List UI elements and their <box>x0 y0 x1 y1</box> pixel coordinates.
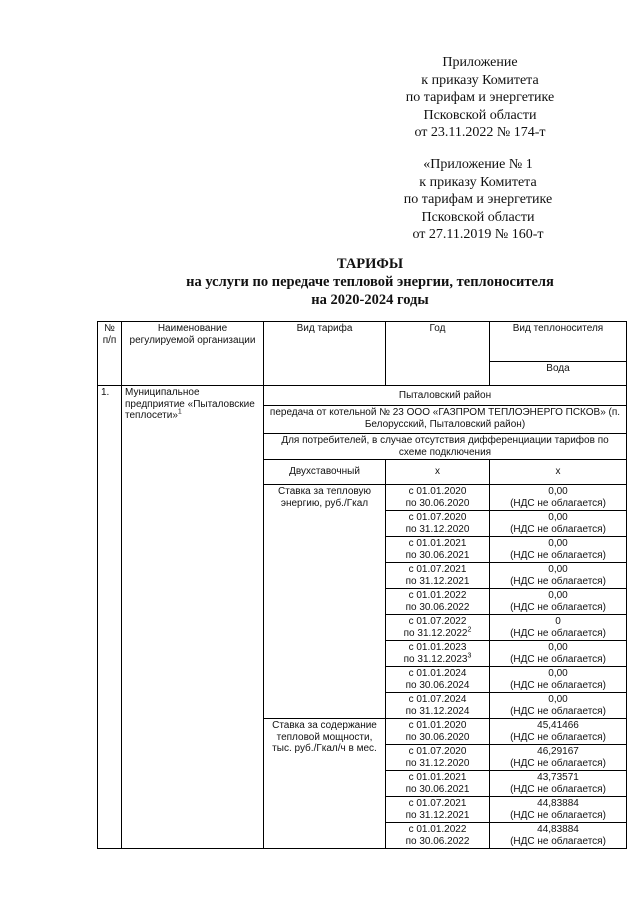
tariff-value-cell <box>490 641 627 667</box>
tariff-value: 44,83884 <box>537 798 579 809</box>
tariff-value: 0,00 <box>548 512 568 523</box>
period-from: с 01.07.2021 <box>408 798 467 809</box>
appendix-line: к приказу Комитета <box>421 72 539 88</box>
tariff-value: 0 <box>555 616 561 627</box>
appendix-line: «Приложение № 1 <box>423 157 533 172</box>
appendix-line: по тарифам и энергетике <box>405 90 555 105</box>
appendix-line: от 23.11.2022 № 174-т <box>414 125 546 140</box>
period-cell <box>386 771 490 797</box>
tariff-value-cell <box>490 667 627 693</box>
vat-note: (НДС не облагается) <box>510 731 606 743</box>
period-cell <box>386 485 490 511</box>
x-mark-value: х <box>490 460 627 485</box>
period-to: по 30.06.2020 <box>405 731 470 743</box>
period-from: с 01.01.2023 <box>408 642 467 653</box>
period-cell <box>386 745 490 771</box>
tariff-value: 46,29167 <box>537 746 579 757</box>
appendix-line: к приказу Комитета <box>419 174 537 190</box>
capacity-rate-label: Ставка за содержание тепловой мощности, тыс. руб./Гкал/ч в мес. <box>264 719 386 849</box>
vat-note: (НДС не облагается) <box>510 627 606 639</box>
tariff-value-cell <box>490 563 627 589</box>
vat-note: (НДС не облагается) <box>510 835 606 847</box>
period-cell <box>386 589 490 615</box>
period-cell <box>386 823 490 849</box>
tariff-value-cell <box>490 485 627 511</box>
period-cell <box>386 563 490 589</box>
period-cell <box>386 693 490 719</box>
row-number: 1. <box>98 386 122 849</box>
tariff-value-cell <box>490 771 627 797</box>
tariff-value: 0,00 <box>548 668 568 679</box>
tariff-value-cell <box>490 511 627 537</box>
vat-note: (НДС не облагается) <box>510 653 606 665</box>
tariff-value: 0,00 <box>548 642 568 653</box>
vat-note: (НДС не облагается) <box>510 523 606 535</box>
period-to-line <box>389 654 486 666</box>
period-from: с 01.07.2020 <box>408 746 467 757</box>
period-cell <box>386 537 490 563</box>
period-to: по 31.12.2020 <box>405 757 470 769</box>
period-to: по 30.06.2022 <box>405 835 470 847</box>
header-carrier: Вид теплоносителя <box>490 322 627 362</box>
appendix-line: Псковской области <box>421 209 535 225</box>
vat-note: (НДС не облагается) <box>510 757 606 769</box>
tariff-value: 0,00 <box>548 486 568 497</box>
period-to-line <box>389 524 486 536</box>
appendix-header-current <box>380 54 580 142</box>
vat-note: (НДС не облагается) <box>510 601 606 613</box>
period-to-line <box>389 810 486 822</box>
tariff-value: 0,00 <box>548 564 568 575</box>
appendix-line: Приложение <box>442 55 518 70</box>
period-to-line <box>389 498 486 510</box>
org-footnote-mark: 1 <box>177 408 182 416</box>
appendix-line: от 27.11.2019 № 160-т <box>412 227 544 242</box>
header-tariff-type: Вид тарифа <box>264 322 386 386</box>
header-num: № п/п <box>98 322 122 386</box>
tariff-value: 45,41466 <box>537 720 579 731</box>
period-footnote-mark: 2 <box>467 626 472 634</box>
period-to: по 31.12.2022 <box>403 627 468 639</box>
appendix-line: Псковской области <box>423 107 537 123</box>
period-to: по 30.06.2021 <box>405 783 470 795</box>
tariff-table <box>97 321 627 849</box>
appendix-line: по тарифам и энергетике <box>403 192 553 207</box>
period-from: с 01.01.2020 <box>408 486 467 497</box>
period-from: с 01.01.2021 <box>408 772 467 783</box>
tariff-value-cell <box>490 823 627 849</box>
tariff-value: 0,00 <box>548 694 568 705</box>
period-cell <box>386 511 490 537</box>
period-from: с 01.01.2024 <box>408 668 467 679</box>
period-from: с 01.01.2021 <box>408 538 467 549</box>
period-from: с 01.01.2020 <box>408 720 467 731</box>
period-from: с 01.01.2022 <box>408 590 467 601</box>
vat-note: (НДС не облагается) <box>510 705 606 717</box>
period-to-line <box>389 706 486 718</box>
appendix-header-original <box>372 156 584 244</box>
title-period: на 2020-2024 годы <box>311 292 429 308</box>
period-to: по 31.12.2021 <box>405 575 470 587</box>
period-to-line <box>389 758 486 770</box>
district-cell: Пыталовский район <box>264 386 627 406</box>
period-from: с 01.07.2024 <box>408 694 467 705</box>
period-cell <box>386 719 490 745</box>
org-name: Муниципальное предприятие «Пыталовские теплосети» <box>125 387 255 421</box>
period-from: с 01.01.2022 <box>408 824 467 835</box>
period-to: по 30.06.2021 <box>405 549 470 561</box>
title-main: ТАРИФЫ <box>336 256 404 272</box>
period-to: по 30.06.2020 <box>405 497 470 509</box>
period-cell <box>386 797 490 823</box>
tariff-value-cell <box>490 537 627 563</box>
period-from: с 01.07.2020 <box>408 512 467 523</box>
period-to: по 31.12.2020 <box>405 523 470 535</box>
period-from: с 01.07.2021 <box>408 564 467 575</box>
period-to-line <box>389 576 486 588</box>
period-from: с 01.07.2022 <box>408 616 467 627</box>
heat-rate-label: Ставка за тепловую энергию, руб./Гкал <box>264 485 386 719</box>
period-to-line <box>389 732 486 744</box>
period-to: по 30.06.2022 <box>405 601 470 613</box>
header-org: Наименование регулируемой организации <box>122 322 264 386</box>
two-part-cell: Двухставочный <box>264 460 386 485</box>
title-subtitle: на услуги по передаче тепловой энергии, теплоносителя <box>186 274 554 290</box>
period-to: по 31.12.2021 <box>405 809 470 821</box>
document-title <box>120 255 620 309</box>
header-water: Вода <box>490 362 627 386</box>
tariff-value: 43,73571 <box>537 772 579 783</box>
period-to-line <box>389 784 486 796</box>
period-footnote-mark: 3 <box>467 652 472 660</box>
vat-note: (НДС не облагается) <box>510 783 606 795</box>
period-to: по 30.06.2024 <box>405 679 470 691</box>
x-mark-year: х <box>386 460 490 485</box>
tariff-value: 44,83884 <box>537 824 579 835</box>
tariff-value-cell <box>490 745 627 771</box>
vat-note: (НДС не облагается) <box>510 575 606 587</box>
period-to-line <box>389 680 486 692</box>
consumers-cell: Для потребителей, в случае отсутствия дифференциации тарифов по схеме подключения <box>264 434 627 460</box>
period-to-line <box>389 602 486 614</box>
period-to: по 31.12.2024 <box>405 705 470 717</box>
period-to: по 31.12.2023 <box>403 653 468 665</box>
org-name-cell <box>122 386 264 849</box>
tariff-value-cell <box>490 693 627 719</box>
tariff-value-cell <box>490 615 627 641</box>
header-year: Год <box>386 322 490 386</box>
boiler-cell: передача от котельной № 23 ООО «ГАЗПРОМ ТЕПЛОЭНЕРГО ПСКОВ» (п. Белорусский, Пыталовский район) <box>264 406 627 434</box>
period-to-line <box>389 628 486 640</box>
vat-note: (НДС не облагается) <box>510 679 606 691</box>
tariff-value: 0,00 <box>548 538 568 549</box>
period-cell <box>386 615 490 641</box>
period-to-line <box>389 836 486 848</box>
tariff-value-cell <box>490 719 627 745</box>
vat-note: (НДС не облагается) <box>510 497 606 509</box>
vat-note: (НДС не облагается) <box>510 549 606 561</box>
tariff-value-cell <box>490 589 627 615</box>
vat-note: (НДС не облагается) <box>510 809 606 821</box>
tariff-value: 0,00 <box>548 590 568 601</box>
tariff-value-cell <box>490 797 627 823</box>
period-cell <box>386 667 490 693</box>
period-cell <box>386 641 490 667</box>
period-to-line <box>389 550 486 562</box>
